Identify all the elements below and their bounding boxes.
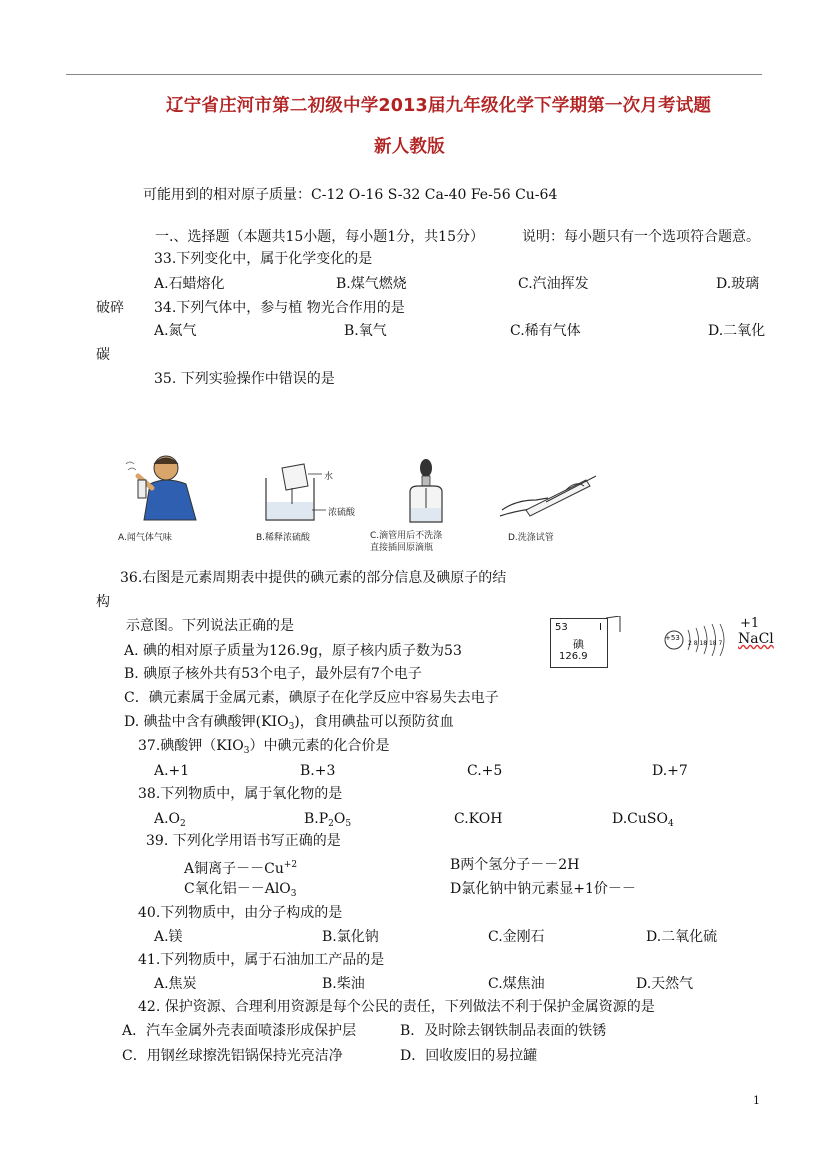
fig-b-caption: B.稀释浓硫酸 (256, 533, 311, 543)
q38-option-d (612, 810, 674, 833)
q40-option-c: C.金刚石 (488, 929, 545, 945)
q39-option-a (184, 856, 297, 878)
q38-option-a (154, 810, 186, 833)
q33-option-b: B.煤气燃烧 (336, 276, 407, 292)
q41-option-a: A.焦炭 (154, 976, 197, 992)
q36-stem-line2: 示意图。下列说法正确的是 (126, 618, 294, 634)
q42-option-a: A．汽车金属外壳表面喷漆形成保护层 (122, 1023, 357, 1039)
fig-b-acid-label: 浓硫酸 (328, 508, 356, 518)
fig-c-caption-line2: 直接插回原滴瓶 (370, 543, 434, 553)
q36-option-b: B. 碘原子核外共有53个电子，最外层有7个电子 (124, 666, 422, 682)
q38-a-sub: 2 (180, 819, 186, 829)
q37-option-d: D.+7 (652, 763, 688, 779)
q33-option-c: C.汽油挥发 (518, 276, 589, 292)
title-line1: 辽宁省庄河市第二初级中学2013届九年级化学下学期第一次月考试题 (166, 96, 712, 116)
q39-stem: 39. 下列化学用语书写正确的是 (146, 833, 341, 849)
q36-stem-line1: 36.右图是元素周期表中提供的碘元素的部分信息及碘原子的结 (120, 570, 507, 586)
q39-a-pre: A铜离子－－Cu (184, 861, 284, 877)
q38-a-pre: A.O (154, 811, 181, 827)
q37-stem-pre: 37.碘酸钾（KIO (138, 738, 244, 754)
nacl-label: NaCl (738, 631, 774, 647)
fig-a-caption: A.闻气体气味 (118, 533, 172, 543)
iodine-element-tile (550, 618, 608, 668)
q33-option-a: A.石蜡熔化 (154, 276, 225, 292)
q42-option-d: D．回收废旧的易拉罐 (400, 1048, 538, 1064)
q40-option-a: A.镁 (154, 929, 183, 945)
wash-tube-illustration (496, 470, 602, 522)
tile-atomic-number: 53 (555, 622, 568, 633)
q38-d-pre: D.CuSO (612, 811, 668, 827)
section-heading: 一.、选择题（本题共15小题，每小题1分，共15分） (155, 229, 484, 245)
q37-option-c: C.+5 (467, 763, 503, 779)
q36-option-d-pre: D. 碘盐中含有碘酸钾(KIO (124, 714, 289, 730)
q36-option-d-post: )，食用碘盐可以预防贫血 (294, 714, 454, 730)
q34-option-d: D.二氧化 (708, 323, 766, 339)
q34-option-b: B.氧气 (344, 323, 387, 339)
dropper-bottle-illustration (396, 458, 456, 526)
q38-stem: 38.下列物质中，属于氧化物的是 (138, 786, 343, 802)
tile-depth-edge (606, 616, 626, 632)
q42-option-b: B．及时除去钢铁制品表面的铁锈 (400, 1023, 607, 1039)
section-note: 说明：每小题只有一个选项符合题意。 (522, 229, 760, 245)
q34-option-a: A.氮气 (154, 323, 197, 339)
q38-b-pre: B.P (304, 811, 329, 827)
tile-symbol: I (599, 622, 602, 633)
q37-stem (138, 737, 389, 760)
q36-option-c: C．碘元素属于金属元素，碘原子在化学反应中容易失去电子 (124, 690, 499, 706)
q37-stem-post: ）中碘元素的化合价是 (249, 738, 390, 754)
header-rule (66, 74, 762, 75)
q37-stem-sub: 3 (243, 746, 250, 756)
q42-stem: 42. 保护资源、合理利用资源是每个公民的责任，下列做法不利于保护金属资源的是 (138, 999, 655, 1015)
q36-option-a: A. 碘的相对原子质量为126.9g，原子核内质子数为53 (124, 643, 462, 659)
fig-c-caption-line1: C.滴管用后不洗涤 (370, 531, 443, 541)
q34-option-c: C.稀有气体 (510, 323, 581, 339)
q38-option-c: C.KOH (454, 811, 503, 827)
q36-stem-line1-cont: 构 (96, 594, 110, 610)
q40-option-d: D.二氧化硫 (646, 929, 718, 945)
atom-nucleus-label: +53 (665, 634, 680, 642)
q39-option-b: B两个氢分子－－2H (450, 857, 580, 873)
q39-c-sub: 3 (290, 889, 297, 899)
q40-option-b: B.氯化钠 (322, 929, 379, 945)
q37-option-b: B.+3 (300, 763, 336, 779)
q41-option-b: B.柴油 (322, 976, 365, 992)
q39-a-sup: +2 (283, 860, 298, 870)
nacl-charge: +1 (740, 616, 760, 631)
q39-c-pre: C氧化铝－－AlO (184, 881, 291, 897)
fig-b-water-label: 水 (324, 472, 334, 482)
smell-gas-illustration (116, 450, 216, 530)
q38-b-sub2: 5 (345, 819, 352, 829)
title-line2: 新人教版 (374, 137, 445, 157)
q34-stem: 34.下列气体中，参与植 物光合作用的是 (154, 300, 405, 316)
q38-b-sub1: 2 (328, 819, 334, 829)
q33-stem: 33.下列变化中，属于化学变化的是 (154, 251, 373, 267)
q36-option-d-sub: 3 (288, 722, 295, 732)
q41-stem: 41.下列物质中，属于石油加工产品的是 (138, 952, 385, 968)
q35-stem: 35. 下列实验操作中错误的是 (154, 371, 335, 387)
atom-shell-counts: 2 8 18 18 7 (688, 640, 723, 647)
q40-stem: 40.下列物质中，由分子构成的是 (138, 905, 343, 921)
q41-option-c: C.煤焦油 (488, 976, 545, 992)
q38-b-mid: O (333, 811, 346, 827)
q39-option-c (184, 880, 297, 903)
page-number: 1 (753, 1094, 760, 1107)
q33-option-d-cont: 破碎 (96, 300, 124, 316)
q38-option-b (304, 810, 351, 833)
fig-d-caption: D.洗涤试管 (508, 533, 554, 543)
tile-atomic-mass: 126.9 (559, 651, 588, 662)
q33-option-d: D.玻璃 (716, 276, 760, 292)
q38-d-sub: 4 (667, 819, 674, 829)
tile-name: 碘 (573, 638, 584, 651)
q39-option-d: D氯化钠中钠元素显+1价－－ (450, 881, 636, 897)
q34-option-d-cont: 碳 (96, 347, 110, 363)
atomic-masses: 可能用到的相对原子质量：C-12 O-16 S-32 Ca-40 Fe-56 Cu-64 (143, 187, 558, 203)
q37-option-a: A.+1 (154, 763, 190, 779)
q36-option-d (124, 713, 454, 736)
q42-option-c: C．用钢丝球擦洗铝锅保持光亮洁净 (122, 1048, 343, 1064)
q41-option-d: D.天然气 (636, 976, 694, 992)
